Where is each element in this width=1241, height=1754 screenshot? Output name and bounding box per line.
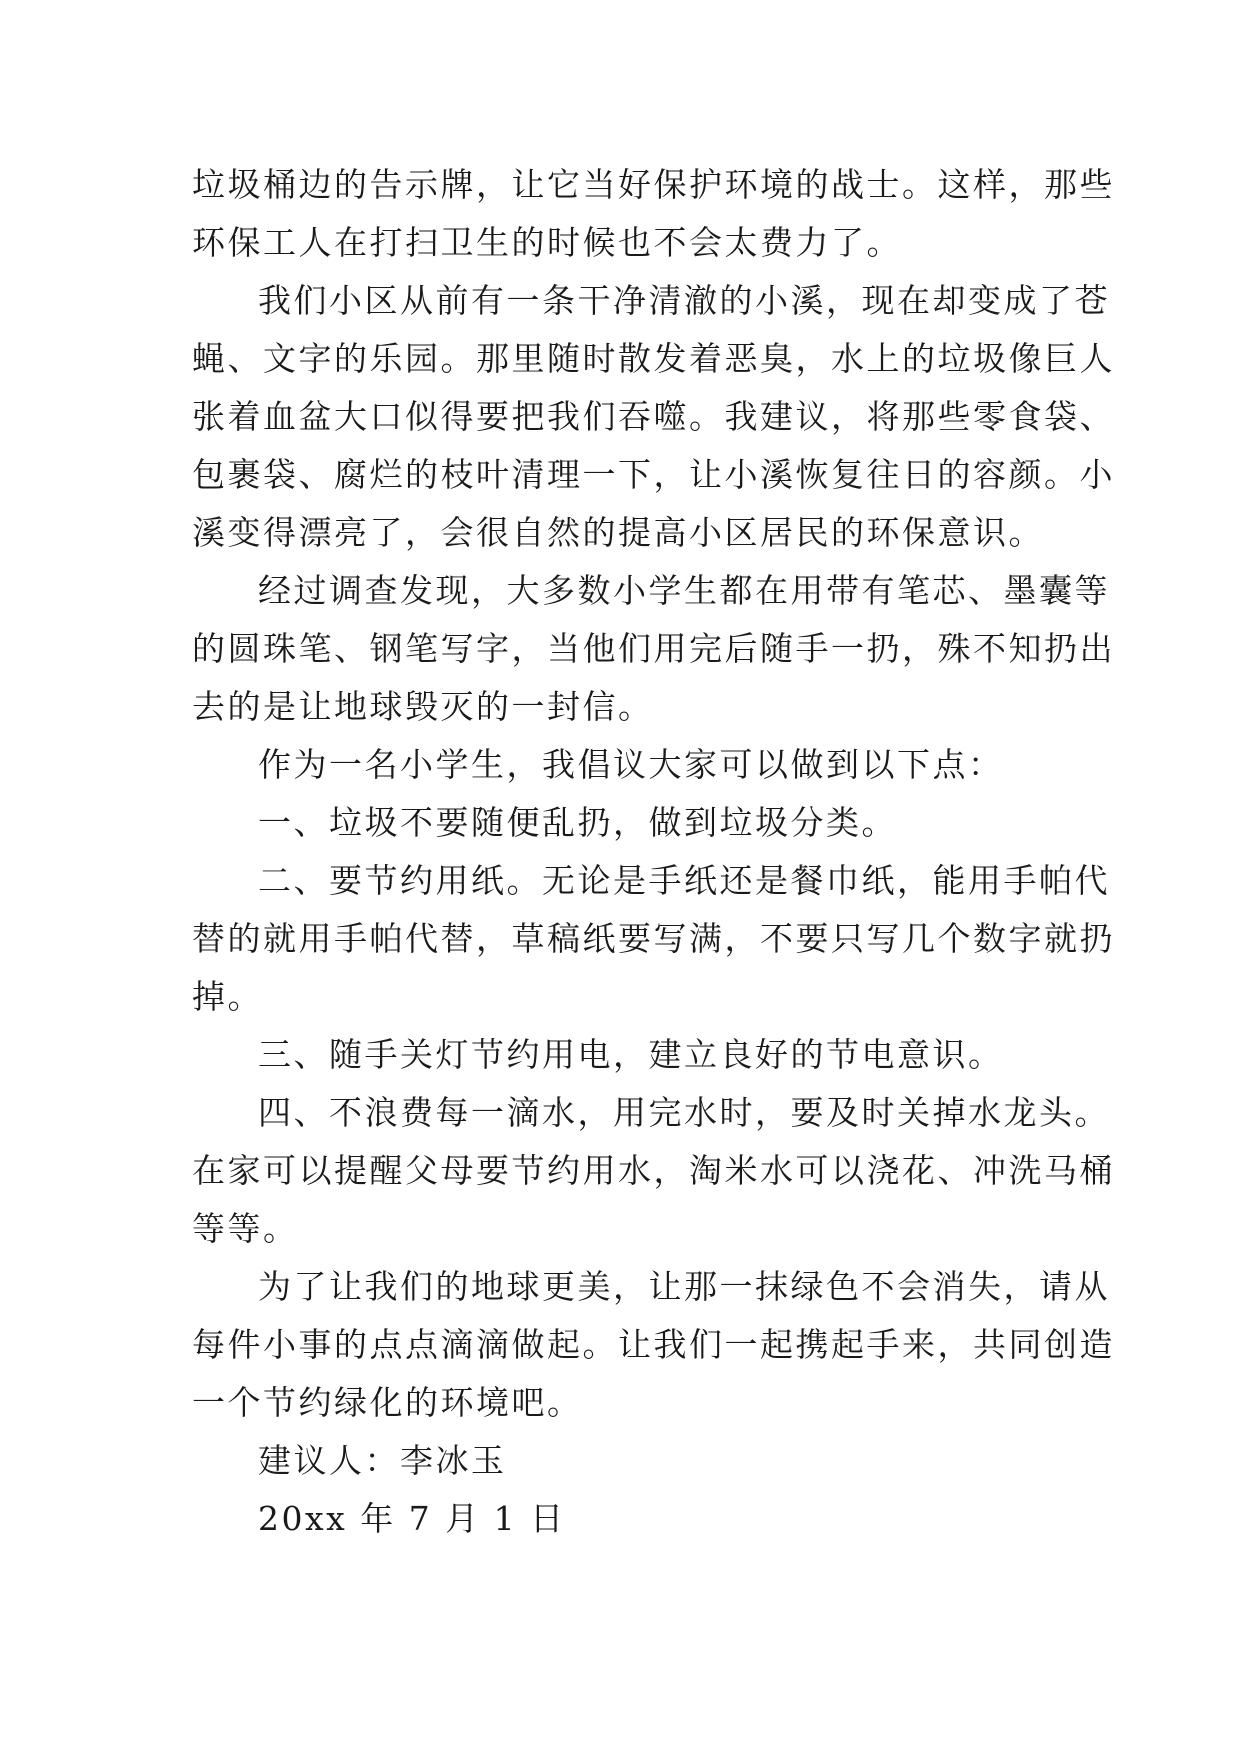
text-line: 作为一名小学生，我倡议大家可以做到以下点： [258,745,1004,784]
document-body [192,156,1115,1548]
text-line: 二、要节约用纸。无论是手纸还是餐巾纸，能用手帕代 [258,861,1110,900]
text-line: 的圆珠笔、钢笔写字，当他们用完后随手一扔，殊不知扔出 [192,629,1115,668]
text-line: 在家可以提醒父母要节约用水，淘米水可以浇花、冲洗马桶 [192,1151,1115,1190]
text-line: 三、随手关灯节约用电，建立良好的节电意识。 [258,1035,1004,1074]
text-line: 一个节约绿化的环境吧。 [192,1383,583,1422]
date-line: 20xx 年 7 月 1 日 [258,1499,566,1538]
text-line: 为了让我们的地球更美，让那一抹绿色不会消失，请从 [258,1267,1110,1306]
text-line: 包裹袋、腐烂的枝叶清理一下，让小溪恢复往日的容颜。小 [192,455,1115,494]
text-line: 张着血盆大口似得要把我们吞噬。我建议，将那些零食袋、 [192,397,1115,436]
text-line: 替的就用手帕代替，草稿纸要写满，不要只写几个数字就扔 [192,919,1115,958]
text-line: 去的是让地球毁灭的一封信。 [192,687,654,726]
text-line: 环保工人在打扫卫生的时候也不会太费力了。 [192,223,902,262]
text-line: 垃圾桶边的告示牌，让它当好保护环境的战士。这样，那些 [192,165,1115,204]
text-line: 一、垃圾不要随便乱扔，做到垃圾分类。 [258,803,897,842]
text-line: 经过调查发现，大多数小学生都在用带有笔芯、墨囊等 [258,571,1110,610]
text-line: 四、不浪费每一滴水，用完水时，要及时关掉水龙头。 [258,1093,1110,1132]
text-line: 等等。 [192,1209,299,1248]
text-line: 我们小区从前有一条干净清澈的小溪，现在却变成了苍 [258,281,1110,320]
text-line: 溪变得漂亮了，会很自然的提高小区居民的环保意识。 [192,513,1044,552]
text-line: 掉。 [192,977,263,1016]
text-line: 每件小事的点点滴滴做起。让我们一起携起手来，共同创造 [192,1325,1115,1364]
signature-line: 建议人：李冰玉 [258,1441,507,1480]
text-line: 蝇、文字的乐园。那里随时散发着恶臭，水上的垃圾像巨人 [192,339,1115,378]
